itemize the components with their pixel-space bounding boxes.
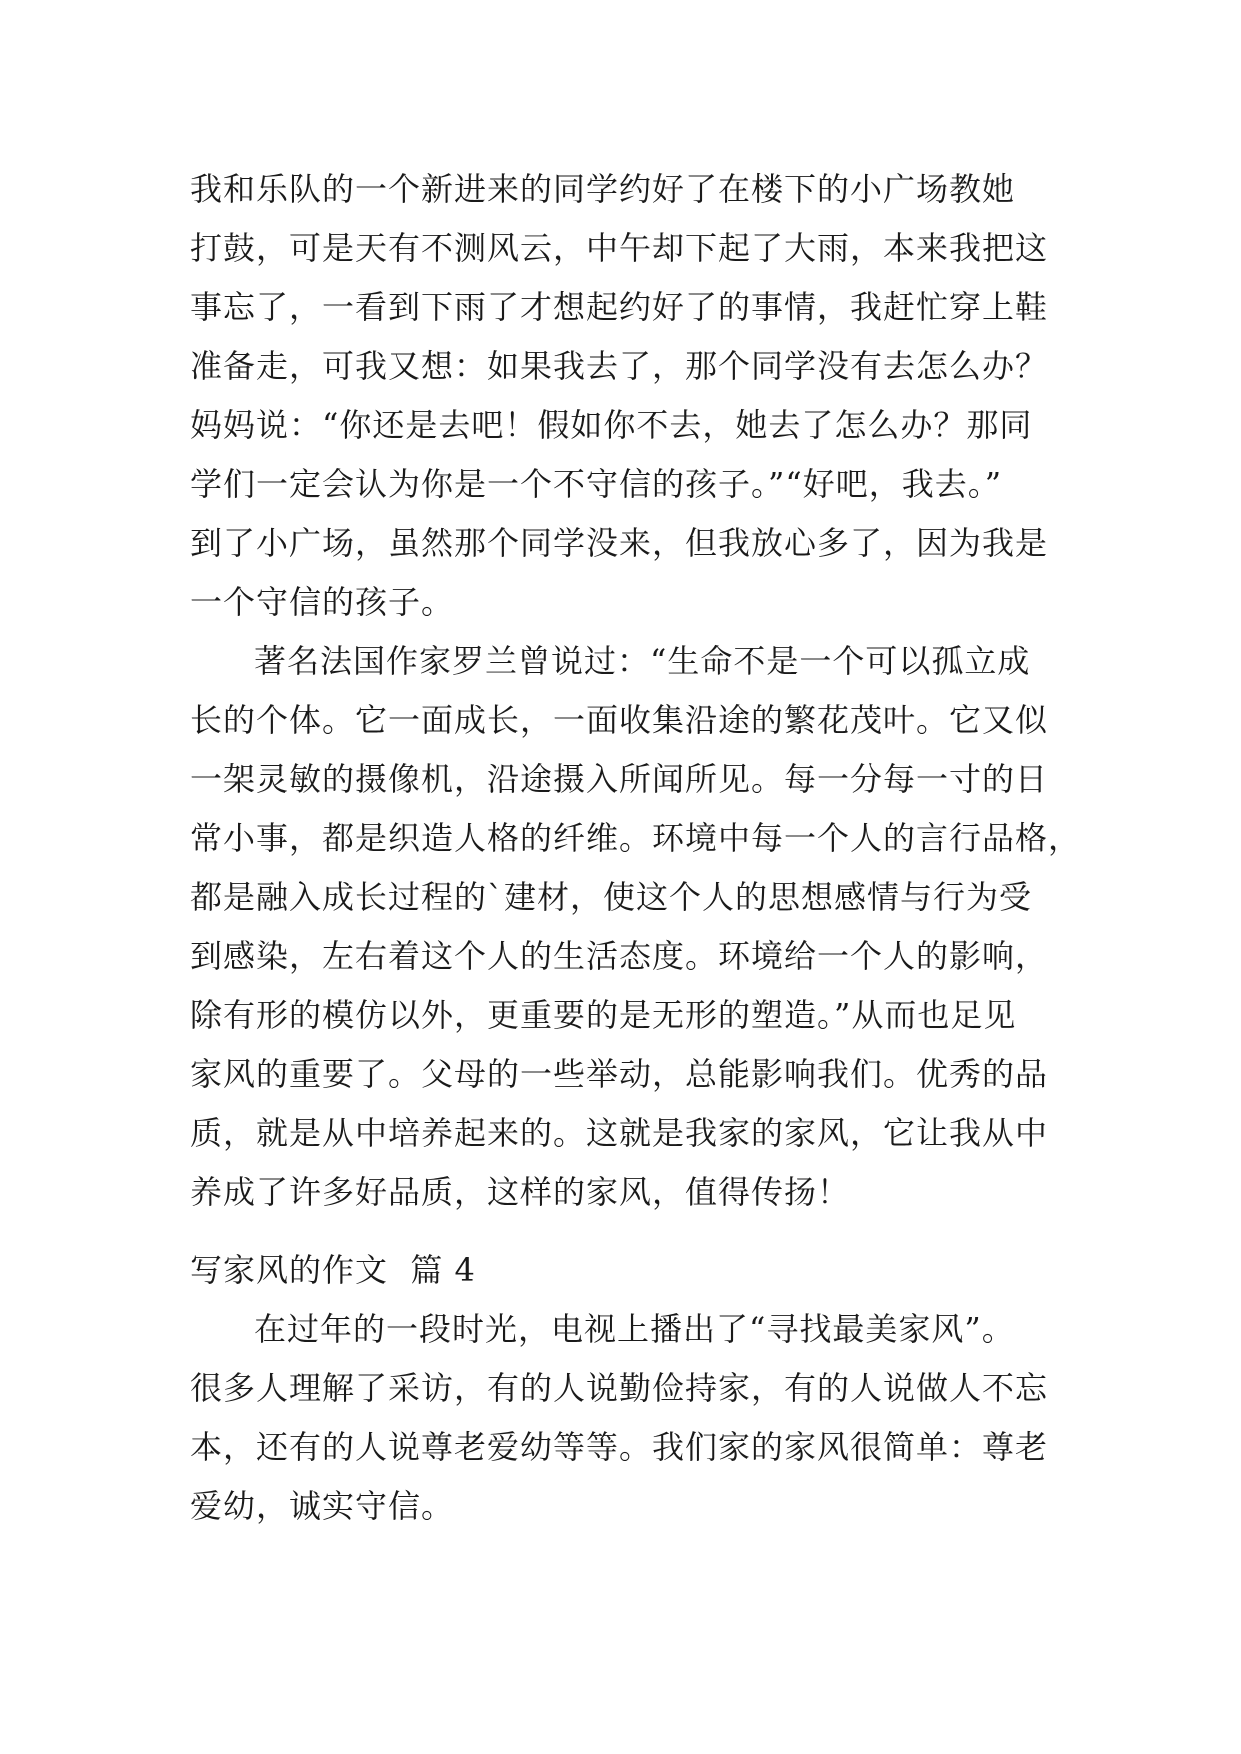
paragraph-1 [190, 160, 1070, 632]
paragraph-2 [190, 632, 1082, 1222]
paragraph-2-line: 养成了许多好品质，这样的家风，值得传扬！ [190, 1173, 851, 1211]
paragraph-2-line: 到感染，左右着这个人的生活态度。环境给一个人的影响， [190, 937, 1049, 975]
paragraph-2-line: 长的个体。它一面成长，一面收集沿途的繁花茂叶。它又似 [190, 701, 1049, 739]
document-body-bottom [190, 1241, 1070, 1536]
paragraph-1-line: 学们一定会认为你是一个不守信的孩子。”“好吧，我去。” [190, 465, 1003, 503]
paragraph-3-line: 在过年的一段时光，电视上播出了“寻找最美家风”。 [254, 1310, 1015, 1348]
paragraph-1-line: 准备走，可我又想：如果我去了，那个同学没有去怎么办？ [190, 347, 1049, 385]
section-heading: 写家风的作文 篇 4 [190, 1251, 476, 1289]
document-body-top [190, 160, 1082, 1222]
paragraph-2-line: 一架灵敏的摄像机，沿途摄入所闻所见。每一分每一寸的日 [190, 760, 1049, 798]
paragraph-2-line: 质，就是从中培养起来的。这就是我家的家风，它让我从中 [190, 1114, 1049, 1152]
paragraph-2-line: 都是融入成长过程的`建材，使这个人的思想感情与行为受 [190, 878, 1033, 916]
paragraph-2-line: 家风的重要了。父母的一些举动，总能影响我们。优秀的品 [190, 1055, 1049, 1093]
paragraph-1-line: 打鼓，可是天有不测风云，中午却下起了大雨，本来我把这 [190, 229, 1049, 267]
paragraph-3 [190, 1300, 1070, 1536]
paragraph-2-line: 除有形的模仿以外，更重要的是无形的塑造。”从而也足见 [190, 996, 1017, 1034]
paragraph-2-line: 常小事，都是织造人格的纤维。环境中每一个人的言行品格， [190, 819, 1082, 857]
paragraph-3-line: 本，还有的人说尊老爱幼等等。我们家的家风很简单：尊老 [190, 1428, 1049, 1466]
paragraph-1-line: 事忘了，一看到下雨了才想起约好了的事情，我赶忙穿上鞋 [190, 288, 1049, 326]
paragraph-2-line: 著名法国作家罗兰曾说过：“生命不是一个可以孤立成 [254, 642, 1031, 680]
paragraph-1-line: 妈妈说：“你还是去吧！假如你不去，她去了怎么办？那同 [190, 406, 1033, 444]
paragraph-1-line: 一个守信的孩子。 [190, 583, 455, 621]
paragraph-3-line: 爱幼，诚实守信。 [190, 1487, 455, 1525]
paragraph-1-line: 到了小广场，虽然那个同学没来，但我放心多了，因为我是 [190, 524, 1049, 562]
paragraph-1-line: 我和乐队的一个新进来的同学约好了在楼下的小广场教她 [190, 170, 1016, 208]
paragraph-3-line: 很多人理解了采访，有的人说勤俭持家，有的人说做人不忘 [190, 1369, 1049, 1407]
